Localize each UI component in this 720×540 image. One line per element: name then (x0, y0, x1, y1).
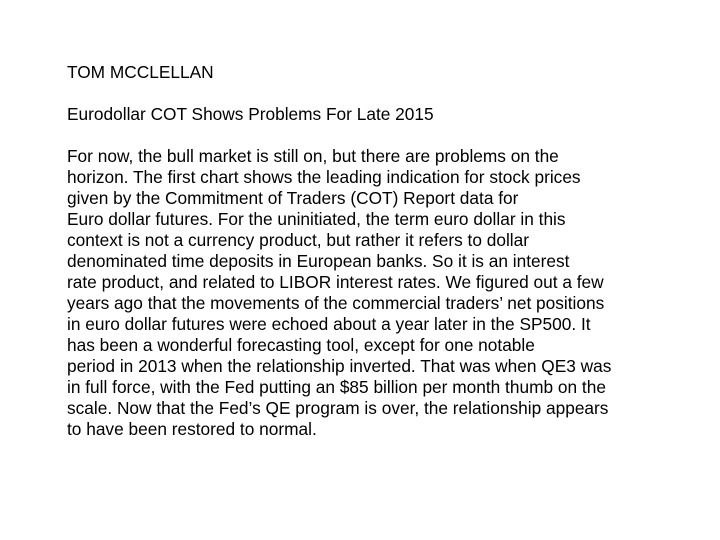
body-line: horizon. The first chart shows the leading indication for stock prices (67, 167, 581, 187)
body-line: denominated time deposits in European banks. So it is an interest (67, 251, 570, 271)
body-line: to have been restored to normal. (67, 419, 317, 439)
body-line: given by the Commitment of Traders (COT) Report data for (67, 188, 519, 208)
body-line: years ago that the movements of the commercial traders’ net positions (67, 293, 605, 313)
article-headline: Eurodollar COT Shows Problems For Late 2015 (67, 104, 434, 124)
body-line: context is not a currency product, but rather it refers to dollar (67, 230, 530, 250)
body-line: has been a wonderful forecasting tool, except for one notable (67, 335, 535, 355)
body-line: For now, the bull market is still on, but there are problems on the (67, 146, 559, 166)
body-line: in euro dollar futures were echoed about a year later in the SP500. It (67, 314, 591, 334)
body-line: rate product, and related to LIBOR interest rates. We figured out a few (67, 272, 604, 292)
body-line: scale. Now that the Fed’s QE program is over, the relationship appears (67, 398, 609, 418)
body-line: in full force, with the Fed putting an $85 billion per month thumb on the (67, 377, 606, 397)
author-name: TOM MCCLELLAN (67, 62, 214, 82)
body-line: period in 2013 when the relationship inverted. That was when QE3 was (67, 356, 612, 376)
article-body (67, 146, 667, 440)
body-line: Euro dollar futures. For the uninitiated, the term euro dollar in this (67, 209, 566, 229)
text-block (67, 62, 667, 440)
